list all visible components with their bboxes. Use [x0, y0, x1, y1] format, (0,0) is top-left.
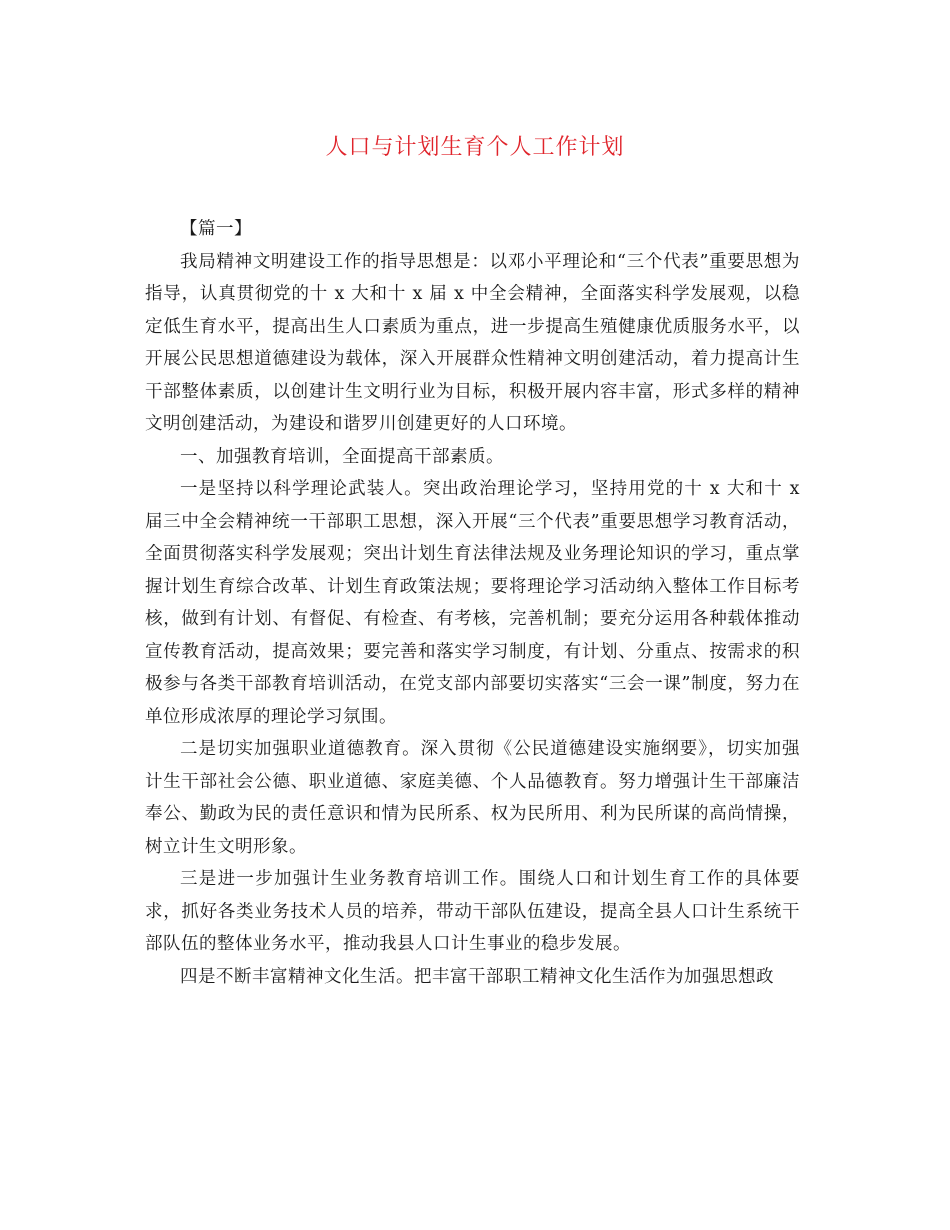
paragraph-business-training: 三是进一步加强计生业务教育培训工作。围绕人口和计划生育工作的具体要求，抓好各类业务技术人员的培养，带动干部队伍建设，提高全县人口计生系统干部队伍的整体业务水平，推动我县人口计生事业的稳步发展。 [145, 869, 800, 954]
section-label: 【篇一】 [180, 219, 252, 239]
paragraph-professional-ethics: 二是切实加强职业道德教育。深入贯彻《公民道德建设实施纲要》，切实加强计生干部社会公德、职业道德、家庭美德、个人品德教育。努力增强计生干部廉洁奉公、勤政为民的责任意识和情为民所系、权为民所用、利为民所谋的高尚情操，树立计生文明形象。 [145, 739, 800, 857]
heading-education-training: 一、加强教育培训，全面提高干部素质。 [180, 446, 504, 467]
paragraph-guiding-idea: 我局精神文明建设工作的指导思想是：以邓小平理论和“三个代表”重要思想为指导，认真贯彻党的十 x 大和十 x 届 x 中全会精神，全面落实科学发展观，以稳定低生育水平，提高出生人口素质为重点，进一步提高生殖健康优质服务水平，以开展公民思想道德建设为载体，深入开展群众性精神文明创建活动，着力提高计生干部整体素质，以创建计生文明行业为目标，积极开展内容丰富，形式多样的精神文明创建活动，为建设和谐罗川创建更好的人口环境。 [145, 251, 800, 434]
paragraph-theory-armament: 一是坚持以科学理论武装人。突出政治理论学习，坚持用党的十 x 大和十 x 届三中全会精神统一干部职工思想，深入开展“三个代表”重要思想学习教育活动，全面贯彻落实科学发展观；突出计划生育法律法规及业务理论知识的学习，重点掌握计划生育综合改革、计划生育政策法规；要将理论学习活动纳入整体工作目标考核，做到有计划、有督促、有检查、有考核，完善机制；要充分运用各种载体推动宣传教育活动，提高效果；要完善和落实学习制度，有计划、分重点、按需求的积极参与各类干部教育培训活动，在党支部内部要切实落实“三会一课”制度，努力在单位形成浓厚的理论学习氛围。 [145, 479, 800, 727]
document-body [145, 213, 800, 993]
document-title: 人口与计划生育个人工作计划 [325, 135, 625, 160]
paragraph-cultural-life: 四是不断丰富精神文化生活。把丰富干部职工精神文化生活作为加强思想政 [180, 966, 774, 987]
